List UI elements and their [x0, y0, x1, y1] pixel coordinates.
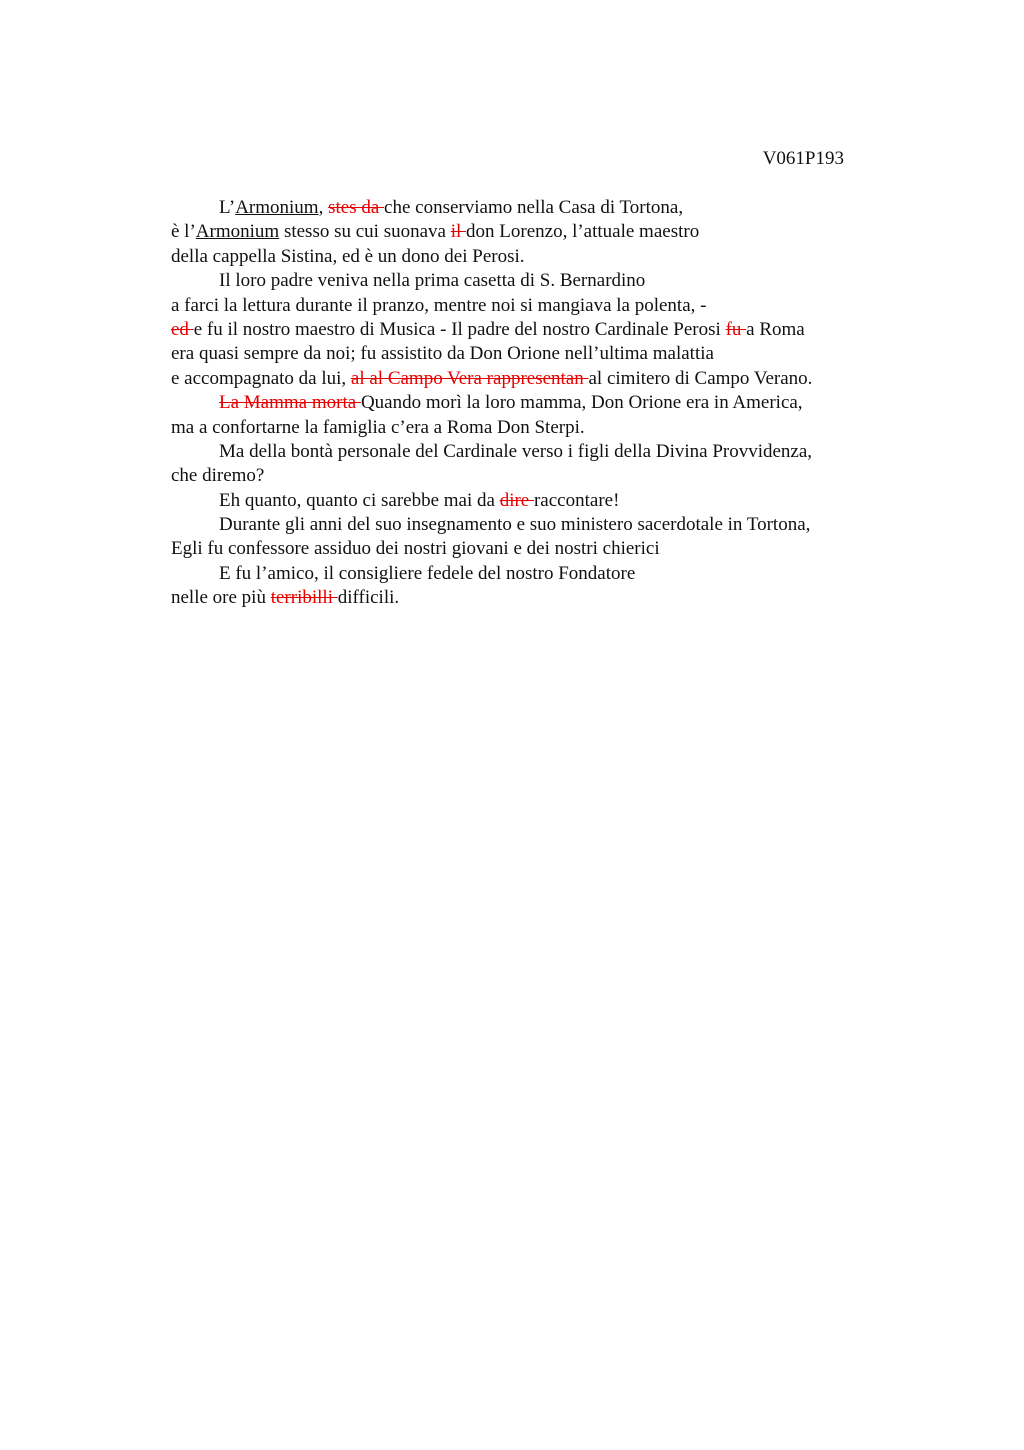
text-segment: E fu l’amico, il consigliere fedele del nostro Fondatore: [219, 562, 636, 584]
text-segment: Eh quanto, quanto ci sarebbe mai da: [219, 489, 500, 511]
text-segment: a farci la lettura durante il pranzo, mentre noi si mangiava la polenta, -: [171, 294, 707, 316]
text-segment: Egli fu confessore assiduo dei nostri giovani e dei nostri chierici: [171, 538, 660, 560]
text-segment: al cimitero di Campo Verano.: [588, 367, 813, 389]
deleted-text: fu: [725, 318, 747, 340]
deleted-text: il: [450, 221, 467, 243]
text-segment: era quasi sempre da noi; fu assistito da Don Orione nell’ultima malattia: [171, 343, 714, 365]
underlined-text: Armonium: [195, 221, 280, 243]
text-line: [171, 245, 891, 269]
deleted-text: ed: [171, 318, 194, 340]
deleted-text: al al Campo Vera rappresentan: [350, 367, 589, 389]
text-segment: è l’: [171, 221, 196, 243]
text-line: [171, 464, 891, 488]
text-line: [171, 269, 891, 293]
document-body: [171, 196, 891, 611]
text-line: [171, 294, 891, 318]
text-line: [171, 440, 891, 464]
text-segment: ma a confortarne la famiglia c’era a Roma Don Sterpi.: [171, 416, 585, 438]
text-line: [171, 562, 891, 586]
text-segment: stesso su cui suonava: [279, 221, 451, 243]
text-segment: Quando morì la loro mamma, Don Orione era in America,: [360, 392, 803, 414]
text-segment: che conserviamo nella Casa di Tortona,: [384, 197, 684, 218]
underlined-text: Armonium: [235, 197, 319, 218]
deleted-text: terribilli: [270, 587, 338, 609]
text-segment: e accompagnato da lui,: [171, 367, 351, 389]
text-line: [171, 196, 891, 220]
deleted-text: dire: [499, 489, 534, 511]
deleted-text: La Mamma morta: [219, 392, 361, 414]
text-segment: e fu il nostro maestro di Musica - Il padre del nostro Cardinale Perosi: [193, 318, 726, 340]
text-segment: che diremo?: [171, 465, 265, 487]
text-line: [171, 367, 891, 391]
text-segment: Ma della bontà personale del Cardinale verso i figli della Divina Provvidenza,: [219, 440, 813, 462]
document-reference: V061P193: [762, 148, 844, 169]
text-line: [171, 537, 891, 561]
text-line: [171, 220, 891, 244]
text-line: [171, 391, 891, 415]
text-line: [171, 342, 891, 366]
text-segment: della cappella Sistina, ed è un dono dei Perosi.: [171, 245, 525, 267]
text-segment: Il loro padre veniva nella prima casetta di S. Bernardino: [219, 270, 646, 292]
text-segment: don Lorenzo, l’attuale maestro: [466, 221, 700, 243]
text-segment: raccontare!: [533, 489, 620, 511]
text-segment: a Roma: [746, 318, 805, 340]
text-segment: L’: [219, 197, 236, 218]
text-segment: ,: [318, 197, 329, 218]
text-line: [171, 318, 891, 342]
text-line: [171, 586, 891, 610]
text-line: [171, 489, 891, 513]
text-segment: nelle ore più: [171, 587, 271, 609]
text-segment: difficili.: [337, 587, 400, 609]
deleted-text: stes da: [328, 197, 385, 218]
text-line: [171, 513, 891, 537]
text-line: [171, 416, 891, 440]
text-segment: Durante gli anni del suo insegnamento e suo ministero sacerdotale in Tortona,: [219, 514, 811, 536]
